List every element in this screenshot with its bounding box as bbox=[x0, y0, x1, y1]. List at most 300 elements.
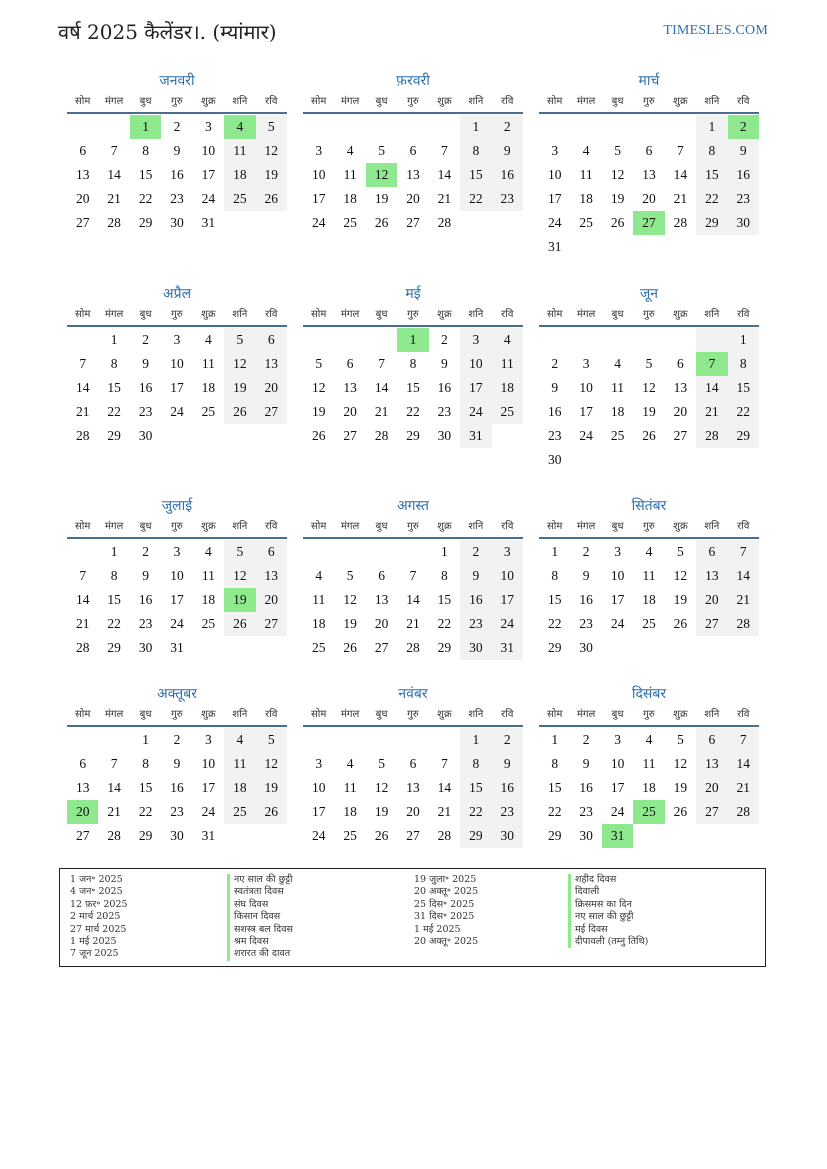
day-cell[interactable]: 13 bbox=[673, 380, 688, 395]
day-cell[interactable]: 1 bbox=[551, 544, 559, 559]
day-cell[interactable]: 13 bbox=[256, 564, 287, 588]
day-cell[interactable]: 10 bbox=[610, 756, 625, 771]
day-cell[interactable]: 30 bbox=[547, 452, 562, 467]
day-cell[interactable]: 2 bbox=[582, 544, 590, 559]
day-cell[interactable]: 7 bbox=[696, 352, 727, 376]
day-cell[interactable]: 15 bbox=[437, 592, 452, 607]
day-cell[interactable]: 31 bbox=[460, 424, 491, 448]
day-cell[interactable]: 10 bbox=[170, 568, 184, 583]
day-cell[interactable]: 8 bbox=[696, 139, 727, 163]
day-cell[interactable]: 1 bbox=[397, 328, 428, 352]
day-cell[interactable]: 23 bbox=[170, 191, 184, 206]
day-cell[interactable]: 18 bbox=[642, 780, 656, 795]
day-cell[interactable]: 2 bbox=[142, 332, 149, 347]
day-cell[interactable]: 12 bbox=[610, 167, 625, 182]
day-cell[interactable]: 7 bbox=[110, 756, 118, 771]
day-cell[interactable]: 3 bbox=[582, 356, 590, 371]
day-cell[interactable]: 29 bbox=[437, 640, 452, 655]
day-cell[interactable]: 18 bbox=[492, 376, 523, 400]
day-cell[interactable]: 13 bbox=[256, 352, 287, 376]
day-cell[interactable]: 1 bbox=[728, 328, 759, 352]
day-cell[interactable]: 5 bbox=[645, 356, 653, 371]
day-cell[interactable]: 10 bbox=[170, 356, 184, 371]
day-cell[interactable]: 6 bbox=[256, 328, 287, 352]
day-cell[interactable]: 26 bbox=[224, 612, 255, 636]
day-cell[interactable]: 15 bbox=[107, 592, 121, 607]
day-cell[interactable]: 16 bbox=[492, 776, 523, 800]
day-cell[interactable]: 8 bbox=[409, 356, 417, 371]
day-cell[interactable]: 1 bbox=[130, 115, 161, 139]
day-cell[interactable]: 16 bbox=[460, 588, 491, 612]
day-cell[interactable]: 6 bbox=[677, 356, 684, 371]
day-cell[interactable]: 23 bbox=[138, 404, 153, 419]
day-cell[interactable]: 31 bbox=[547, 239, 562, 254]
day-cell[interactable]: 17 bbox=[170, 380, 184, 395]
day-cell[interactable]: 4 bbox=[492, 328, 523, 352]
day-cell[interactable]: 11 bbox=[579, 167, 593, 182]
day-cell[interactable]: 14 bbox=[673, 167, 688, 182]
day-cell[interactable]: 17 bbox=[547, 191, 562, 206]
day-cell[interactable]: 18 bbox=[343, 191, 357, 206]
day-cell[interactable]: 5 bbox=[256, 728, 287, 752]
day-cell[interactable]: 31 bbox=[201, 828, 216, 843]
day-cell[interactable]: 1 bbox=[460, 728, 491, 752]
day-cell[interactable]: 9 bbox=[551, 380, 559, 395]
day-cell[interactable]: 20 bbox=[256, 588, 287, 612]
day-cell[interactable]: 14 bbox=[406, 592, 420, 607]
day-cell[interactable]: 27 bbox=[75, 828, 90, 843]
day-cell[interactable]: 11 bbox=[642, 568, 656, 583]
day-cell[interactable]: 5 bbox=[378, 756, 385, 771]
day-cell[interactable]: 26 bbox=[673, 616, 688, 631]
day-cell[interactable]: 11 bbox=[611, 380, 625, 395]
day-cell[interactable]: 1 bbox=[696, 115, 727, 139]
day-cell[interactable]: 15 bbox=[406, 380, 420, 395]
day-cell[interactable]: 2 bbox=[460, 540, 491, 564]
day-cell[interactable]: 1 bbox=[110, 332, 118, 347]
day-cell[interactable]: 4 bbox=[205, 332, 212, 347]
day-cell[interactable]: 4 bbox=[224, 115, 255, 139]
day-cell[interactable]: 16 bbox=[170, 780, 184, 795]
day-cell[interactable]: 24 bbox=[579, 428, 593, 443]
day-cell[interactable]: 15 bbox=[547, 592, 562, 607]
day-cell[interactable]: 21 bbox=[673, 191, 688, 206]
day-cell[interactable]: 28 bbox=[107, 828, 121, 843]
day-cell[interactable]: 17 bbox=[170, 592, 184, 607]
day-cell[interactable]: 29 bbox=[138, 215, 153, 230]
day-cell[interactable]: 9 bbox=[441, 356, 448, 371]
day-cell[interactable]: 24 bbox=[201, 191, 216, 206]
day-cell[interactable]: 6 bbox=[696, 728, 727, 752]
day-cell[interactable]: 27 bbox=[343, 428, 357, 443]
day-cell[interactable]: 7 bbox=[79, 356, 87, 371]
day-cell[interactable]: 9 bbox=[460, 564, 491, 588]
day-cell[interactable]: 10 bbox=[610, 568, 625, 583]
day-cell[interactable]: 17 bbox=[201, 780, 216, 795]
day-cell[interactable]: 21 bbox=[406, 616, 420, 631]
day-cell[interactable]: 3 bbox=[551, 143, 559, 158]
day-cell[interactable]: 29 bbox=[107, 640, 121, 655]
day-cell[interactable]: 28 bbox=[75, 640, 90, 655]
day-cell[interactable]: 28 bbox=[374, 428, 389, 443]
day-cell[interactable]: 15 bbox=[460, 163, 491, 187]
day-cell[interactable]: 22 bbox=[547, 616, 562, 631]
day-cell[interactable]: 20 bbox=[67, 800, 98, 824]
day-cell[interactable]: 9 bbox=[173, 756, 181, 771]
day-cell[interactable]: 30 bbox=[170, 215, 184, 230]
day-cell[interactable]: 25 bbox=[201, 616, 216, 631]
day-cell[interactable]: 5 bbox=[614, 143, 621, 158]
day-cell[interactable]: 19 bbox=[256, 776, 287, 800]
day-cell[interactable]: 27 bbox=[673, 428, 688, 443]
day-cell[interactable]: 9 bbox=[582, 756, 590, 771]
day-cell[interactable]: 24 bbox=[610, 616, 625, 631]
day-cell[interactable]: 2 bbox=[492, 728, 523, 752]
day-cell[interactable]: 14 bbox=[437, 167, 452, 182]
day-cell[interactable]: 8 bbox=[110, 356, 118, 371]
day-cell[interactable]: 8 bbox=[142, 143, 149, 158]
day-cell[interactable]: 3 bbox=[205, 119, 212, 134]
day-cell[interactable]: 22 bbox=[107, 616, 121, 631]
day-cell[interactable]: 8 bbox=[441, 568, 448, 583]
day-cell[interactable]: 2 bbox=[728, 115, 759, 139]
day-cell[interactable]: 7 bbox=[441, 143, 448, 158]
day-cell[interactable]: 5 bbox=[346, 568, 354, 583]
day-cell[interactable]: 15 bbox=[728, 376, 759, 400]
day-cell[interactable]: 11 bbox=[201, 568, 215, 583]
day-cell[interactable]: 14 bbox=[728, 564, 759, 588]
day-cell[interactable]: 16 bbox=[579, 780, 593, 795]
day-cell[interactable]: 6 bbox=[409, 756, 417, 771]
day-cell[interactable]: 18 bbox=[201, 592, 216, 607]
day-cell[interactable]: 26 bbox=[256, 800, 287, 824]
day-cell[interactable]: 20 bbox=[406, 804, 420, 819]
day-cell[interactable]: 23 bbox=[492, 187, 523, 211]
day-cell[interactable]: 19 bbox=[673, 592, 688, 607]
day-cell[interactable]: 9 bbox=[492, 752, 523, 776]
day-cell[interactable]: 5 bbox=[378, 143, 385, 158]
day-cell[interactable]: 22 bbox=[437, 616, 452, 631]
day-cell[interactable]: 16 bbox=[138, 380, 153, 395]
day-cell[interactable]: 22 bbox=[696, 187, 727, 211]
day-cell[interactable]: 19 bbox=[374, 191, 389, 206]
day-cell[interactable]: 19 bbox=[224, 588, 255, 612]
day-cell[interactable]: 3 bbox=[315, 143, 323, 158]
day-cell[interactable]: 10 bbox=[311, 780, 326, 795]
day-cell[interactable]: 20 bbox=[374, 616, 389, 631]
day-cell[interactable]: 30 bbox=[728, 211, 759, 235]
day-cell[interactable]: 8 bbox=[142, 756, 149, 771]
day-cell[interactable]: 27 bbox=[75, 215, 90, 230]
day-cell[interactable]: 6 bbox=[409, 143, 417, 158]
day-cell[interactable]: 3 bbox=[173, 544, 181, 559]
day-cell[interactable]: 27 bbox=[374, 640, 389, 655]
day-cell[interactable]: 18 bbox=[224, 776, 255, 800]
day-cell[interactable]: 10 bbox=[579, 380, 593, 395]
day-cell[interactable]: 8 bbox=[551, 568, 559, 583]
day-cell[interactable]: 1 bbox=[551, 732, 559, 747]
day-cell[interactable]: 22 bbox=[138, 191, 153, 206]
day-cell[interactable]: 7 bbox=[728, 540, 759, 564]
day-cell[interactable]: 30 bbox=[437, 428, 452, 443]
day-cell[interactable]: 9 bbox=[173, 143, 181, 158]
day-cell[interactable]: 23 bbox=[492, 800, 523, 824]
day-cell[interactable]: 11 bbox=[642, 756, 656, 771]
day-cell[interactable]: 20 bbox=[673, 404, 688, 419]
day-cell[interactable]: 7 bbox=[110, 143, 118, 158]
day-cell[interactable]: 25 bbox=[579, 215, 593, 230]
day-cell[interactable]: 12 bbox=[224, 352, 255, 376]
day-cell[interactable]: 16 bbox=[579, 592, 593, 607]
day-cell[interactable]: 6 bbox=[645, 143, 653, 158]
day-cell[interactable]: 20 bbox=[406, 191, 420, 206]
day-cell[interactable]: 28 bbox=[728, 800, 759, 824]
day-cell[interactable]: 11 bbox=[201, 356, 215, 371]
day-cell[interactable]: 11 bbox=[224, 139, 255, 163]
day-cell[interactable]: 26 bbox=[311, 428, 326, 443]
day-cell[interactable]: 2 bbox=[441, 332, 448, 347]
day-cell[interactable]: 8 bbox=[460, 139, 491, 163]
day-cell[interactable]: 23 bbox=[437, 404, 452, 419]
day-cell[interactable]: 6 bbox=[256, 540, 287, 564]
day-cell[interactable]: 28 bbox=[728, 612, 759, 636]
day-cell[interactable]: 24 bbox=[460, 400, 491, 424]
day-cell[interactable]: 25 bbox=[633, 800, 664, 824]
day-cell[interactable]: 4 bbox=[346, 756, 354, 771]
day-cell[interactable]: 26 bbox=[673, 804, 688, 819]
day-cell[interactable]: 5 bbox=[224, 328, 255, 352]
day-cell[interactable]: 19 bbox=[311, 404, 326, 419]
day-cell[interactable]: 21 bbox=[728, 588, 759, 612]
day-cell[interactable]: 8 bbox=[728, 352, 759, 376]
day-cell[interactable]: 15 bbox=[138, 780, 153, 795]
day-cell[interactable]: 11 bbox=[312, 592, 326, 607]
day-cell[interactable]: 7 bbox=[378, 356, 385, 371]
day-cell[interactable]: 9 bbox=[582, 568, 590, 583]
day-cell[interactable]: 25 bbox=[492, 400, 523, 424]
day-cell[interactable]: 29 bbox=[406, 428, 420, 443]
day-cell[interactable]: 23 bbox=[728, 187, 759, 211]
day-cell[interactable]: 3 bbox=[492, 540, 523, 564]
day-cell[interactable]: 10 bbox=[311, 167, 326, 182]
day-cell[interactable]: 20 bbox=[256, 376, 287, 400]
day-cell[interactable]: 18 bbox=[201, 380, 216, 395]
day-cell[interactable]: 11 bbox=[224, 752, 255, 776]
day-cell[interactable]: 28 bbox=[673, 215, 688, 230]
day-cell[interactable]: 8 bbox=[110, 568, 118, 583]
day-cell[interactable]: 17 bbox=[311, 191, 326, 206]
day-cell[interactable]: 22 bbox=[406, 404, 420, 419]
day-cell[interactable]: 3 bbox=[614, 544, 621, 559]
day-cell[interactable]: 28 bbox=[107, 215, 121, 230]
day-cell[interactable]: 4 bbox=[315, 568, 323, 583]
day-cell[interactable]: 11 bbox=[343, 780, 357, 795]
day-cell[interactable]: 10 bbox=[201, 143, 216, 158]
day-cell[interactable]: 7 bbox=[441, 756, 448, 771]
day-cell[interactable]: 3 bbox=[460, 328, 491, 352]
day-cell[interactable]: 3 bbox=[315, 756, 323, 771]
day-cell[interactable]: 24 bbox=[547, 215, 562, 230]
day-cell[interactable]: 10 bbox=[492, 564, 523, 588]
day-cell[interactable]: 14 bbox=[75, 592, 90, 607]
day-cell[interactable]: 7 bbox=[728, 728, 759, 752]
day-cell[interactable]: 15 bbox=[138, 167, 153, 182]
day-cell[interactable]: 7 bbox=[409, 568, 417, 583]
day-cell[interactable]: 31 bbox=[492, 636, 523, 660]
day-cell[interactable]: 5 bbox=[677, 732, 684, 747]
day-cell[interactable]: 28 bbox=[437, 828, 452, 843]
day-cell[interactable]: 16 bbox=[138, 592, 153, 607]
day-cell[interactable]: 27 bbox=[256, 400, 287, 424]
day-cell[interactable]: 23 bbox=[170, 804, 184, 819]
day-cell[interactable]: 15 bbox=[696, 163, 727, 187]
day-cell[interactable]: 9 bbox=[728, 139, 759, 163]
day-cell[interactable]: 30 bbox=[579, 640, 593, 655]
day-cell[interactable]: 1 bbox=[460, 115, 491, 139]
day-cell[interactable]: 14 bbox=[696, 376, 727, 400]
day-cell[interactable]: 4 bbox=[205, 544, 212, 559]
day-cell[interactable]: 21 bbox=[696, 400, 727, 424]
day-cell[interactable]: 14 bbox=[107, 780, 121, 795]
day-cell[interactable]: 22 bbox=[460, 800, 491, 824]
day-cell[interactable]: 22 bbox=[728, 400, 759, 424]
day-cell[interactable]: 6 bbox=[696, 540, 727, 564]
day-cell[interactable]: 24 bbox=[311, 828, 326, 843]
day-cell[interactable]: 19 bbox=[224, 376, 255, 400]
day-cell[interactable]: 19 bbox=[343, 616, 357, 631]
day-cell[interactable]: 13 bbox=[75, 780, 90, 795]
day-cell[interactable]: 20 bbox=[642, 191, 656, 206]
day-cell[interactable]: 3 bbox=[173, 332, 181, 347]
day-cell[interactable]: 12 bbox=[311, 380, 326, 395]
day-cell[interactable]: 5 bbox=[256, 115, 287, 139]
day-cell[interactable]: 22 bbox=[547, 804, 562, 819]
day-cell[interactable]: 25 bbox=[343, 828, 357, 843]
day-cell[interactable]: 21 bbox=[437, 191, 452, 206]
day-cell[interactable]: 26 bbox=[256, 187, 287, 211]
day-cell[interactable]: 14 bbox=[728, 752, 759, 776]
day-cell[interactable]: 21 bbox=[728, 776, 759, 800]
day-cell[interactable]: 27 bbox=[406, 215, 420, 230]
day-cell[interactable]: 21 bbox=[437, 804, 452, 819]
day-cell[interactable]: 9 bbox=[492, 139, 523, 163]
day-cell[interactable]: 25 bbox=[224, 800, 255, 824]
day-cell[interactable]: 24 bbox=[201, 804, 216, 819]
day-cell[interactable]: 26 bbox=[374, 215, 389, 230]
day-cell[interactable]: 4 bbox=[645, 732, 653, 747]
day-cell[interactable]: 14 bbox=[437, 780, 452, 795]
day-cell[interactable]: 13 bbox=[642, 167, 656, 182]
day-cell[interactable]: 22 bbox=[460, 187, 491, 211]
day-cell[interactable]: 17 bbox=[460, 376, 491, 400]
day-cell[interactable]: 3 bbox=[614, 732, 621, 747]
day-cell[interactable]: 12 bbox=[366, 163, 397, 187]
day-cell[interactable]: 9 bbox=[142, 356, 149, 371]
day-cell[interactable]: 28 bbox=[406, 640, 420, 655]
day-cell[interactable]: 12 bbox=[256, 139, 287, 163]
day-cell[interactable]: 25 bbox=[224, 187, 255, 211]
day-cell[interactable]: 29 bbox=[547, 640, 562, 655]
day-cell[interactable]: 30 bbox=[138, 428, 153, 443]
day-cell[interactable]: 4 bbox=[614, 356, 621, 371]
day-cell[interactable]: 19 bbox=[374, 804, 389, 819]
day-cell[interactable]: 8 bbox=[460, 752, 491, 776]
day-cell[interactable]: 5 bbox=[315, 356, 323, 371]
day-cell[interactable]: 21 bbox=[107, 804, 121, 819]
day-cell[interactable]: 18 bbox=[311, 616, 326, 631]
day-cell[interactable]: 18 bbox=[343, 804, 357, 819]
day-cell[interactable]: 6 bbox=[378, 568, 385, 583]
day-cell[interactable]: 2 bbox=[492, 115, 523, 139]
day-cell[interactable]: 3 bbox=[205, 732, 212, 747]
day-cell[interactable]: 2 bbox=[582, 732, 590, 747]
day-cell[interactable]: 19 bbox=[610, 191, 625, 206]
day-cell[interactable]: 13 bbox=[374, 592, 389, 607]
day-cell[interactable]: 23 bbox=[460, 612, 491, 636]
day-cell[interactable]: 16 bbox=[437, 380, 452, 395]
day-cell[interactable]: 12 bbox=[256, 752, 287, 776]
day-cell[interactable]: 12 bbox=[642, 380, 656, 395]
day-cell[interactable]: 29 bbox=[696, 211, 727, 235]
day-cell[interactable]: 6 bbox=[79, 756, 87, 771]
day-cell[interactable]: 18 bbox=[610, 404, 625, 419]
day-cell[interactable]: 26 bbox=[343, 640, 357, 655]
day-cell[interactable]: 28 bbox=[696, 424, 727, 448]
day-cell[interactable]: 12 bbox=[224, 564, 255, 588]
day-cell[interactable]: 29 bbox=[138, 828, 153, 843]
day-cell[interactable]: 13 bbox=[343, 380, 357, 395]
day-cell[interactable]: 10 bbox=[547, 167, 562, 182]
day-cell[interactable]: 17 bbox=[579, 404, 593, 419]
day-cell[interactable]: 16 bbox=[547, 404, 562, 419]
day-cell[interactable]: 20 bbox=[343, 404, 357, 419]
day-cell[interactable]: 4 bbox=[224, 728, 255, 752]
day-cell[interactable]: 25 bbox=[343, 215, 357, 230]
day-cell[interactable]: 7 bbox=[79, 568, 87, 583]
day-cell[interactable]: 18 bbox=[579, 191, 593, 206]
day-cell[interactable]: 22 bbox=[107, 404, 121, 419]
day-cell[interactable]: 1 bbox=[142, 732, 149, 747]
day-cell[interactable]: 28 bbox=[437, 215, 452, 230]
day-cell[interactable]: 13 bbox=[406, 780, 420, 795]
day-cell[interactable]: 13 bbox=[696, 752, 727, 776]
day-cell[interactable]: 14 bbox=[374, 380, 389, 395]
day-cell[interactable]: 17 bbox=[201, 167, 216, 182]
day-cell[interactable]: 30 bbox=[170, 828, 184, 843]
day-cell[interactable]: 25 bbox=[311, 640, 326, 655]
day-cell[interactable]: 10 bbox=[201, 756, 216, 771]
day-cell[interactable]: 11 bbox=[492, 352, 523, 376]
day-cell[interactable]: 17 bbox=[311, 804, 326, 819]
day-cell[interactable]: 27 bbox=[696, 800, 727, 824]
day-cell[interactable]: 8 bbox=[551, 756, 559, 771]
day-cell[interactable]: 23 bbox=[579, 616, 593, 631]
day-cell[interactable]: 14 bbox=[75, 380, 90, 395]
day-cell[interactable]: 24 bbox=[492, 612, 523, 636]
day-cell[interactable]: 7 bbox=[677, 143, 684, 158]
day-cell[interactable]: 12 bbox=[673, 756, 688, 771]
day-cell[interactable]: 13 bbox=[696, 564, 727, 588]
day-cell[interactable]: 21 bbox=[75, 404, 90, 419]
day-cell[interactable]: 20 bbox=[696, 588, 727, 612]
day-cell[interactable]: 31 bbox=[201, 215, 216, 230]
day-cell[interactable]: 17 bbox=[610, 780, 625, 795]
day-cell[interactable]: 21 bbox=[374, 404, 389, 419]
day-cell[interactable]: 1 bbox=[110, 544, 118, 559]
day-cell[interactable]: 4 bbox=[346, 143, 354, 158]
day-cell[interactable]: 20 bbox=[696, 776, 727, 800]
day-cell[interactable]: 5 bbox=[677, 544, 684, 559]
